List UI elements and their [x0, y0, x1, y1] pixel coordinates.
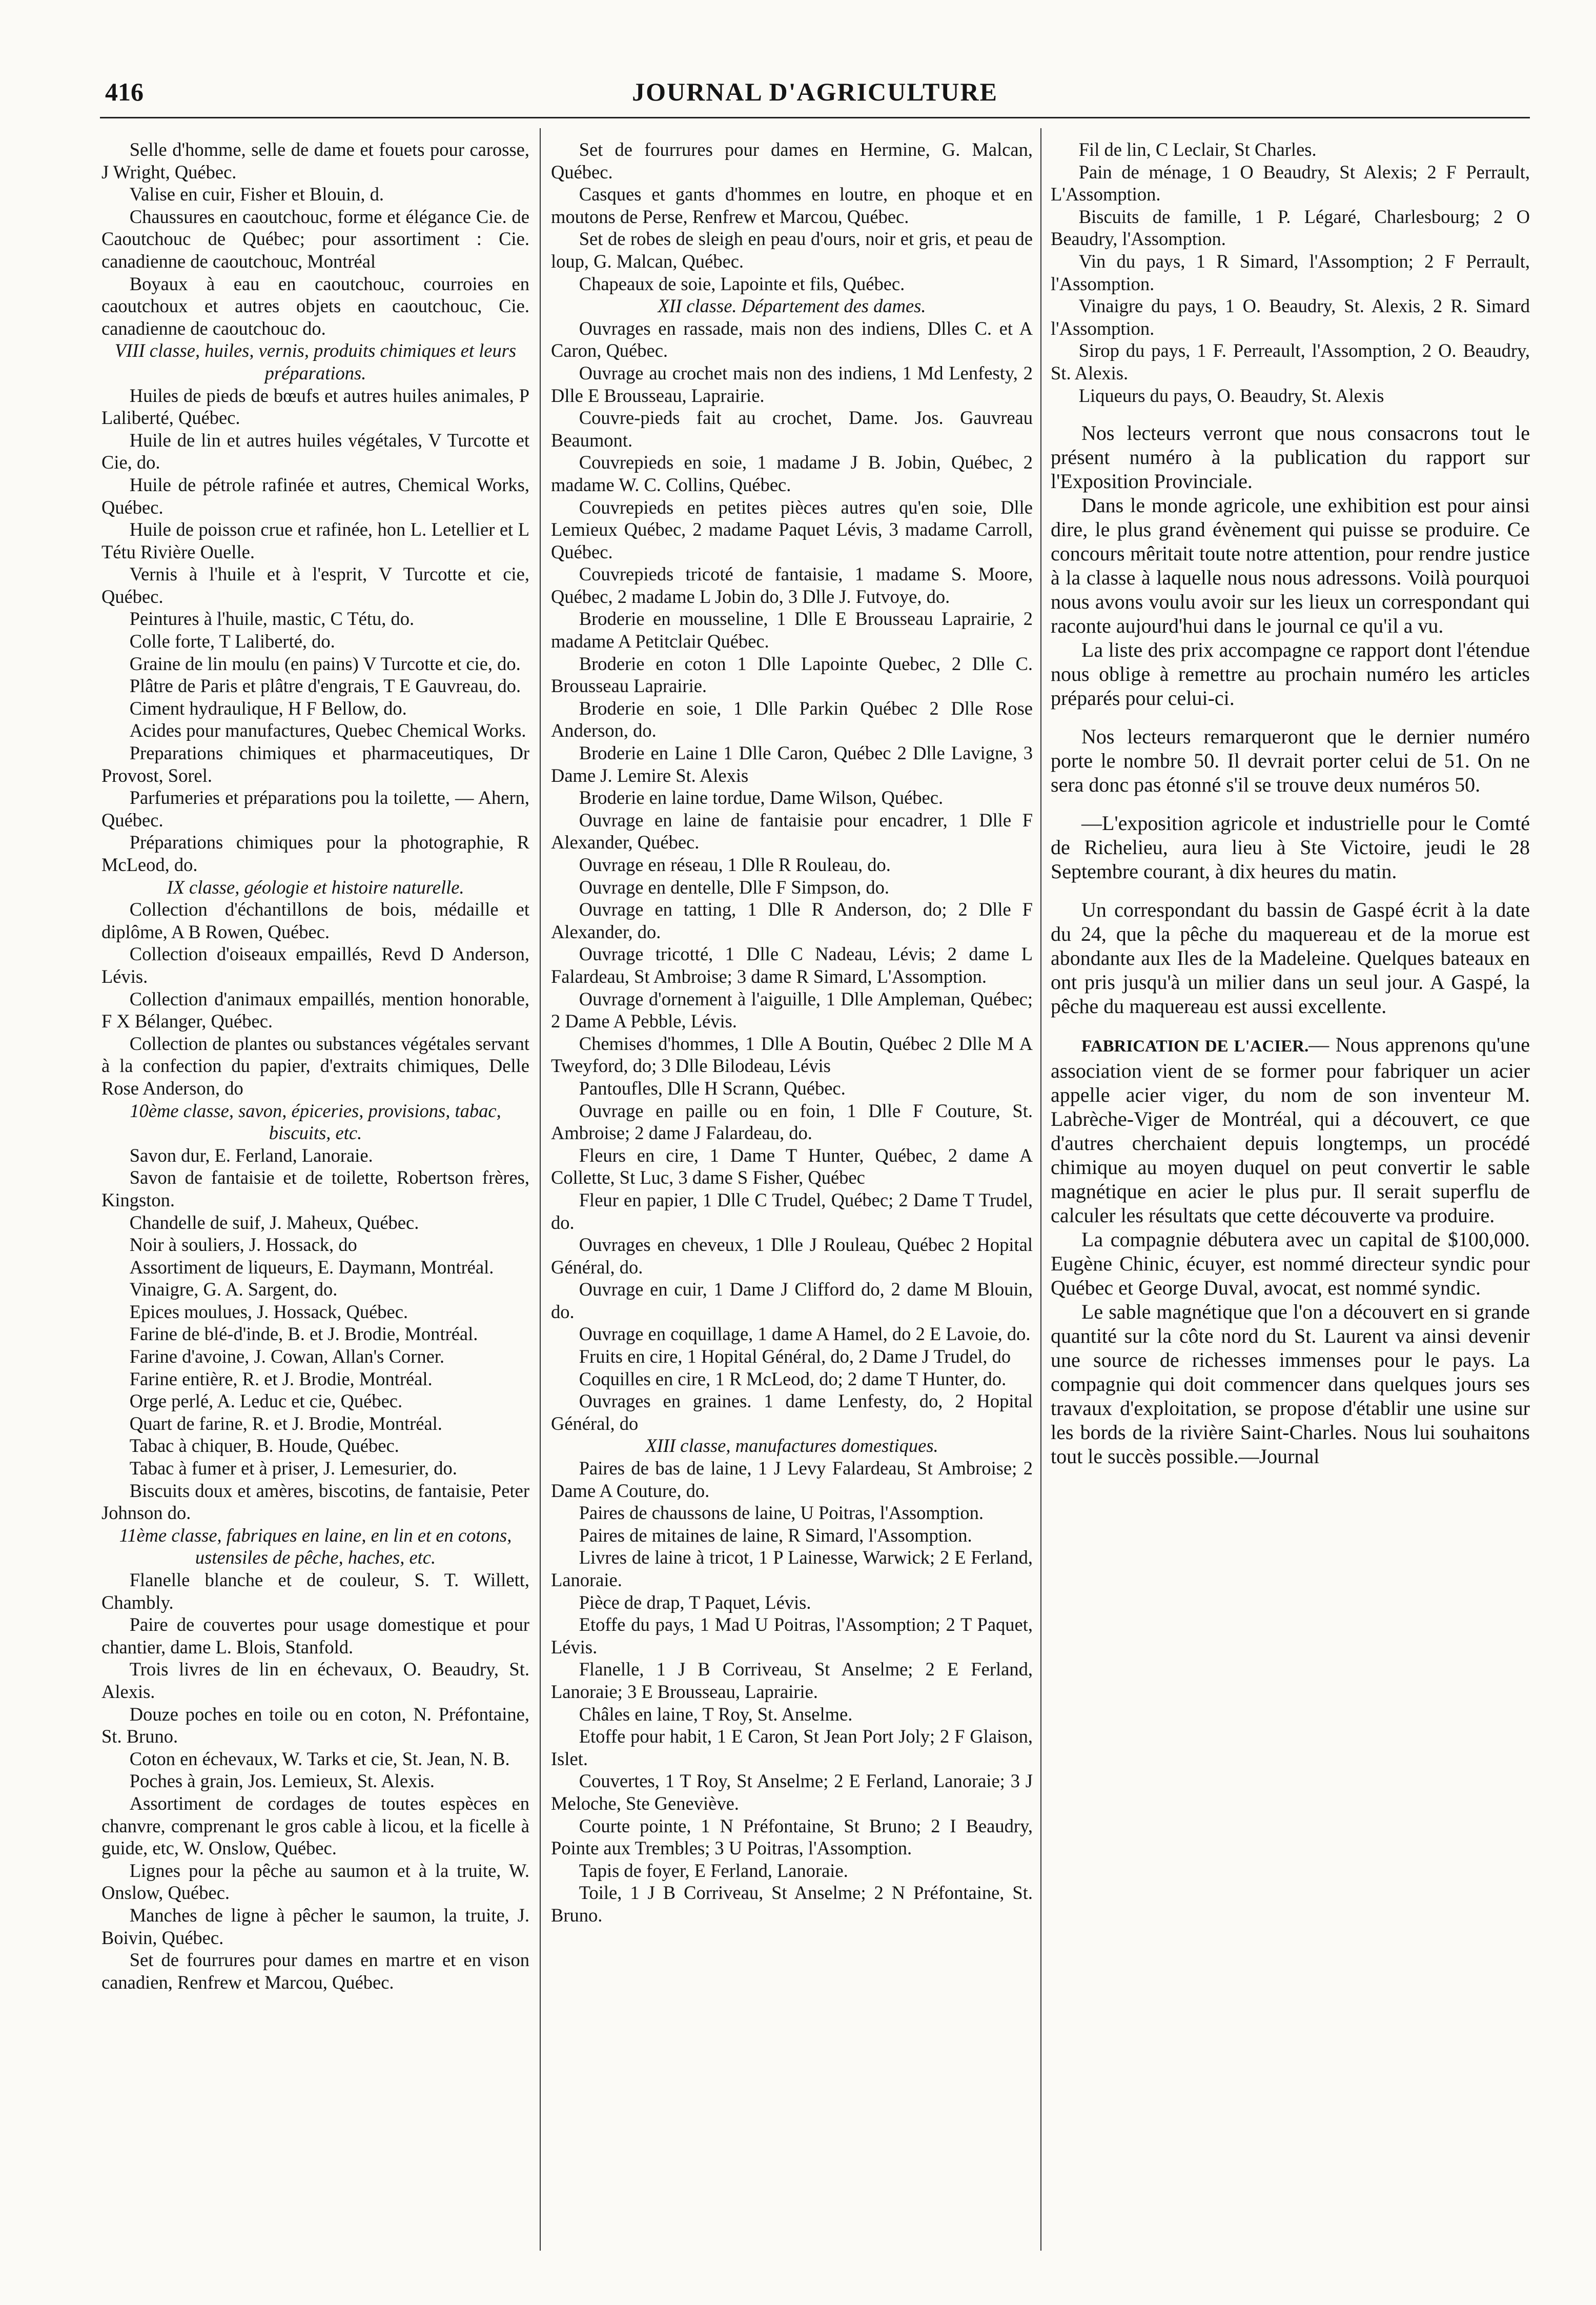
page-number: 416	[105, 77, 144, 106]
entry-text: Sirop du pays, 1 F. Perreault, l'Assomption, 2 O. Beaudry, St. Alexis.	[1051, 340, 1530, 383]
entry-text: Collection de plantes ou substances végétales servant à la confection du papier, d'extraits chimiques, Delle Rose Anderson, do	[101, 1033, 529, 1099]
entry	[1051, 898, 1530, 1018]
entry-text: Selle d'homme, selle de dame et fouets pour carosse, J Wright, Québec.	[101, 139, 529, 183]
entry-text: Peintures à l'huile, mastic, C Tétu, do.	[129, 608, 415, 630]
section-heading	[551, 295, 1033, 317]
column-divider-2	[1040, 128, 1041, 2251]
entry-text: Paires de chaussons de laine, U Poitras, l'Assomption.	[579, 1502, 984, 1524]
entry	[551, 1100, 1033, 1144]
entry	[551, 1613, 1033, 1658]
entry	[101, 697, 529, 720]
entry-text: —L'exposition agricole et industrielle pour le Comté de Richelieu, aura lieu à Ste Victoire, jeudi le 28 Septembre courant, à dix heures du matin.	[1051, 812, 1530, 883]
entry-text: Poches à grain, Jos. Lemieux, St. Alexis.	[129, 1770, 435, 1792]
entry	[1051, 138, 1530, 161]
entry	[101, 1345, 529, 1368]
entry	[101, 786, 529, 831]
entry	[101, 1457, 529, 1480]
entry	[551, 1658, 1033, 1703]
entry	[101, 988, 529, 1033]
running-title: JOURNAL D'AGRICULTURE	[632, 77, 998, 106]
entry	[551, 988, 1033, 1033]
entry-text: Savon de fantaisie et de toilette, Robertson frères, Kingston.	[101, 1167, 529, 1210]
section-heading	[101, 339, 529, 384]
entry-text: Fleur en papier, 1 Dlle C Trudel, Québec; 2 Dame T Trudel, do.	[551, 1189, 1033, 1233]
column-2	[551, 138, 1033, 2261]
entry	[551, 496, 1033, 563]
entry-text: Ouvrage d'ornement à l'aiguille, 1 Dlle Ampleman, Québec; 2 Dame A Pebble, Lévis.	[551, 988, 1033, 1032]
entry	[551, 786, 1033, 809]
section-heading	[101, 1524, 529, 1569]
entry	[101, 138, 529, 183]
entry	[101, 385, 529, 429]
entry	[551, 1368, 1033, 1390]
entry	[1051, 161, 1530, 206]
entry-text: Ouvrages en graines. 1 dame Lenfesty, do, 2 Hopital Général, do	[551, 1390, 1033, 1434]
entry-text: Boyaux à eau en caoutchouc, courroies en caoutchoux et autres objets en caoutchouc, Cie. canadienne de caoutchouc do.	[101, 273, 529, 339]
entry-text: Huile de pétrole rafinée et autres, Chemical Works, Québec.	[101, 474, 529, 518]
entry-text: Ouvrage en paille ou en foin, 1 Dlle F Couture, St. Ambroise; 2 dame J Falardeau, do.	[551, 1100, 1033, 1144]
entry	[101, 183, 529, 206]
entry	[551, 1725, 1033, 1770]
entry	[101, 1033, 529, 1100]
entry-text: Tapis de foyer, E Ferland, Lanoraie.	[579, 1859, 848, 1881]
entry	[101, 1412, 529, 1435]
entry	[1051, 638, 1530, 710]
entry	[551, 228, 1033, 272]
entry	[101, 831, 529, 876]
entry	[551, 1703, 1033, 1726]
entry	[551, 1234, 1033, 1278]
entry-text: Quart de farine, R. et J. Brodie, Montréal.	[129, 1412, 442, 1434]
entry-text: Huile de poisson crue et rafinée, hon L. Letellier et L Tétu Rivière Ouelle.	[101, 519, 529, 562]
entry-text: IX classe, géologie et histoire naturelle.	[167, 876, 464, 898]
entry-text: Tabac à chiquer, B. Houde, Québec.	[129, 1435, 399, 1457]
entry	[101, 474, 529, 518]
entry	[1051, 295, 1530, 339]
entry	[551, 1502, 1033, 1524]
entry-text: Dans le monde agricole, une exhibition est pour ainsi dire, le plus grand évènement qui puisse se produire. Ce concours mêritait toute notre attention, pour rendre justice à la classe à laquelle nous nous adressons. Voilà pourquoi nous avons voulu avoir sur les lieux un correspondant qui raconte aujourd'hui dans le journal ce qu'il a vu.	[1051, 494, 1530, 638]
entry-text: — Nous apprenons qu'une association vient de se former pour fabriquer un acier appelle acier viger, du nom de son inventeur M. Labrèche-Viger de Montréal, qui a découvert, ce que d'autres cherchaient depuis longtemps, un procédé chimique au moyen duquel on peut convertir le sable magnétique en acier le plus pur. Il serait superflu de calculer les résultats que cette découverte va produire.	[1051, 1033, 1530, 1227]
entry	[101, 653, 529, 675]
entry-text: Livres de laine à tricot, 1 P Lainesse, Warwick; 2 E Ferland, Lanoraie.	[551, 1547, 1033, 1590]
entry	[551, 451, 1033, 496]
entry-text: Vernis à l'huile et à l'esprit, V Turcotte et cie, Québec.	[101, 563, 529, 607]
entry-text: Broderie en coton 1 Dlle Lapointe Quebec, 2 Dlle C. Brousseau Laprairie.	[551, 653, 1033, 697]
entry	[551, 1815, 1033, 1859]
entry-text: Pantoufles, Dlle H Scrann, Québec.	[579, 1077, 846, 1099]
entry-text: XIII classe, manufactures domestiques.	[645, 1435, 938, 1457]
entry	[551, 1278, 1033, 1323]
entry-text: Farine de blé-d'inde, B. et J. Brodie, Montréal.	[129, 1323, 478, 1345]
entry	[551, 563, 1033, 608]
entry	[101, 1569, 529, 1613]
entry-text: Collection d'oiseaux empaillés, Revd D Anderson, Lévis.	[101, 943, 529, 987]
entry	[101, 742, 529, 786]
entry	[551, 854, 1033, 876]
entry	[551, 1882, 1033, 1926]
entry-text: Vin du pays, 1 R Simard, l'Assomption; 2 F Perrault, l'Assomption.	[1051, 250, 1530, 294]
entry-text: 10ème classe, savon, épiceries, provisions, tabac, biscuits, etc.	[130, 1100, 501, 1144]
entry-text: La liste des prix accompagne ce rapport dont l'étendue nous oblige à remettre au prochain numéro les articles préparés pour celui-ci.	[1051, 638, 1530, 710]
entry	[101, 518, 529, 563]
entry-text: Vinaigre, G. A. Sargent, do.	[129, 1279, 338, 1300]
entry-text: XII classe. Département des dames.	[658, 295, 926, 317]
entry-text: Lignes pour la pêche au saumon et à la truite, W. Onslow, Québec.	[101, 1859, 529, 1904]
column-3	[1051, 138, 1530, 2261]
entry-text: Farine entière, R. et J. Brodie, Montréal.	[129, 1368, 433, 1389]
entry-text: Epices moulues, J. Hossack, Québec.	[129, 1301, 408, 1322]
entry-text: Collection d'animaux empaillés, mention honorable, F X Bélanger, Québec.	[101, 988, 529, 1032]
entry	[101, 1770, 529, 1792]
entry	[1051, 724, 1530, 797]
entry	[101, 898, 529, 943]
entry-text: Chapeaux de soie, Lapointe et fils, Québec.	[579, 273, 905, 294]
entry	[101, 429, 529, 474]
entry	[551, 697, 1033, 742]
entry	[551, 608, 1033, 652]
entry-text: Liqueurs du pays, O. Beaudry, St. Alexis	[1078, 385, 1384, 406]
entry	[551, 1077, 1033, 1100]
entry	[551, 1345, 1033, 1368]
entry-text: Set de robes de sleigh en peau d'ours, noir et gris, et peau de loup, G. Malcan, Québec.	[551, 228, 1033, 272]
entry-text: Châles en laine, T Roy, St. Anselme.	[579, 1703, 853, 1725]
column-1	[101, 138, 529, 2261]
entry-text: Savon dur, E. Ferland, Lanoraie.	[129, 1144, 373, 1166]
entry-text: Huile de lin et autres huiles végétales, V Turcotte et Cie, do.	[101, 429, 529, 473]
entry-text: Orge perlé, A. Leduc et cie, Québec.	[129, 1390, 403, 1412]
entry-text: Vinaigre du pays, 1 O. Beaudry, St. Alexis, 2 R. Simard l'Assomption.	[1051, 295, 1530, 339]
section-heading	[101, 1100, 529, 1144]
entry	[551, 317, 1033, 362]
entry	[551, 1546, 1033, 1591]
entry	[1051, 1227, 1530, 1300]
entry-text: Broderie en soie, 1 Dlle Parkin Québec 2 Dlle Rose Anderson, do.	[551, 697, 1033, 741]
entry	[551, 1591, 1033, 1614]
entry-text: Colle forte, T Laliberté, do.	[129, 631, 335, 652]
entry-text: Chaussures en caoutchouc, forme et élégance Cie. de Caoutchouc de Québec; pour assortiment : Cie. canadienne de caoutchouc, Montréal	[101, 206, 529, 272]
entry	[551, 876, 1033, 899]
entry	[551, 809, 1033, 854]
entry-text: Coquilles en cire, 1 R McLeod, do; 2 dame T Hunter, do.	[579, 1368, 1007, 1389]
entry-text: Flanelle blanche et de couleur, S. T. Willett, Chambly.	[101, 1569, 529, 1613]
entry	[551, 1323, 1033, 1345]
entry-text: Paires de mitaines de laine, R Simard, l'Assomption.	[579, 1524, 972, 1546]
entry-text: Pain de ménage, 1 O Beaudry, St Alexis; 2 F Perrault, L'Assomption.	[1051, 161, 1530, 205]
entry-text: Ouvrage en dentelle, Dlle F Simpson, do.	[579, 876, 889, 898]
entry-text: Noir à souliers, J. Hossack, do	[129, 1234, 357, 1256]
entry-text: Ouvrage au crochet mais non des indiens, 1 Md Lenfesty, 2 Dlle E Brousseau, Laprairie.	[551, 362, 1033, 406]
section-heading	[551, 1434, 1033, 1457]
entry-text: Couvrepieds en petites pièces autres qu'en soie, Dlle Lemieux Québec, 2 madame Paquet Lévis, 3 madame Carroll, Québec.	[551, 496, 1033, 562]
entry-text: Couvrepieds en soie, 1 madame J B. Jobin, Québec, 2 madame W. C. Collins, Québec.	[551, 452, 1033, 495]
entry	[551, 138, 1033, 183]
entry-text: Fleurs en cire, 1 Dame T Hunter, Québec, 2 dame A Collette, St Luc, 3 dame S Fisher, Québec	[551, 1144, 1033, 1188]
entry	[101, 1434, 529, 1457]
entry-text: Chemises d'hommes, 1 Dlle A Boutin, Québec 2 Dlle M A Tweyford, do; 3 Dlle Bilodeau, Lévis	[551, 1033, 1033, 1077]
entry	[1051, 206, 1530, 250]
entry	[1051, 811, 1530, 883]
entry	[551, 183, 1033, 228]
entry	[101, 1859, 529, 1904]
entry-text: Broderie en laine tordue, Dame Wilson, Québec.	[579, 787, 944, 808]
entry	[101, 1904, 529, 1949]
entry	[551, 407, 1033, 451]
column-divider-1	[540, 128, 541, 2251]
entry-text: Ouvrages en cheveux, 1 Dlle J Rouleau, Québec 2 Hopital Général, do.	[551, 1234, 1033, 1278]
entry-text: Assortiment de liqueurs, E. Daymann, Montréal.	[129, 1256, 494, 1278]
entry	[101, 1703, 529, 1748]
entry	[101, 206, 529, 273]
entry	[1051, 1033, 1530, 1227]
entry-text: Préparations chimiques pour la photographie, R McLeod, do.	[101, 832, 529, 875]
entry-text: Biscuits doux et amères, biscotins, de fantaisie, Peter Johnson do.	[101, 1480, 529, 1524]
entry	[551, 1859, 1033, 1882]
entry-text: Huiles de pieds de bœufs et autres huiles animales, P Laliberté, Québec.	[101, 385, 529, 429]
entry-text: Ciment hydraulique, H F Bellow, do.	[129, 697, 407, 719]
entry-text: Ouvrage en réseau, 1 Dlle R Rouleau, do.	[579, 854, 891, 875]
entry	[551, 1033, 1033, 1077]
entry-text: Biscuits de famille, 1 P. Légaré, Charlesbourg; 2 O Beaudry, l'Assomption.	[1051, 206, 1530, 250]
entry-text: Courte pointe, 1 N Préfontaine, St Bruno; 2 I Beaudry, Pointe aux Trembles; 3 U Poitras, l'Assomption.	[551, 1815, 1033, 1859]
section-heading	[101, 876, 529, 899]
entry-text: Casques et gants d'hommes en loutre, en phoque et en moutons de Perse, Renfrew et Marcou, Québec.	[551, 184, 1033, 227]
entry-text: Paire de couvertes pour usage domestique et pour chantier, dame L. Blois, Stanfold.	[101, 1614, 529, 1657]
entry-text: Collection d'échantillons de bois, médaille et diplôme, A B Rowen, Québec.	[101, 899, 529, 942]
entry-text: Etoffe du pays, 1 Mad U Poitras, l'Assomption; 2 T Paquet, Lévis.	[551, 1614, 1033, 1657]
entry-text: Couvertes, 1 T Roy, St Anselme; 2 E Ferland, Lanoraie; 3 J Meloche, Ste Geneviève.	[551, 1770, 1033, 1814]
article-lead: FABRICATION DE L'ACIER.	[1081, 1037, 1309, 1056]
entry	[101, 1748, 529, 1770]
page-header	[105, 77, 1525, 113]
entry	[101, 1144, 529, 1167]
entry-text: Graine de lin moulu (en pains) V Turcotte et cie, do.	[129, 653, 521, 674]
entry	[1051, 339, 1530, 384]
entry-text: Manches de ligne à pêcher le saumon, la truite, J. Boivin, Québec.	[101, 1904, 529, 1948]
entry	[1051, 250, 1530, 295]
entry	[1051, 421, 1530, 493]
entry-text: 11ème classe, fabriques en laine, en lin et en cotons, ustensiles de pêche, haches, etc.	[119, 1524, 512, 1568]
entry	[101, 1256, 529, 1279]
entry	[101, 719, 529, 742]
entry	[101, 630, 529, 653]
entry-text: Set de fourrures pour dames en martre et en vison canadien, Renfrew et Marcou, Québec.	[101, 1949, 529, 1993]
entry-text: Ouvrage en laine de fantaisie pour encadrer, 1 Dlle F Alexander, Québec.	[551, 809, 1033, 853]
entry	[101, 608, 529, 630]
entry	[551, 1144, 1033, 1189]
entry	[551, 943, 1033, 987]
entry	[1051, 493, 1530, 638]
entry	[551, 898, 1033, 943]
entry-text: Nos lecteurs verront que nous consacrons tout le présent numéro à la publication du rapport sur l'Exposition Provinciale.	[1051, 421, 1530, 493]
entry-text: Toile, 1 J B Corriveau, St Anselme; 2 N Préfontaine, St. Bruno.	[551, 1882, 1033, 1926]
entry-text: Farine d'avoine, J. Cowan, Allan's Corner.	[129, 1346, 445, 1367]
entry-text: Preparations chimiques et pharmaceutiques, Dr Provost, Sorel.	[101, 742, 529, 786]
entry	[101, 1792, 529, 1859]
entry-text: Plâtre de Paris et plâtre d'engrais, T E Gauvreau, do.	[129, 675, 521, 697]
entry-text: VIII classe, huiles, vernis, produits chimiques et leurs préparations.	[114, 340, 517, 383]
entry-text: Ouvrages en rassade, mais non des indiens, Dlles C. et A Caron, Québec.	[551, 317, 1033, 361]
entry	[101, 273, 529, 340]
entry	[101, 1166, 529, 1211]
entry-text: Fruits en cire, 1 Hopital Général, do, 2 Dame J Trudel, do	[579, 1346, 1011, 1367]
entry-text: Etoffe pour habit, 1 E Caron, St Jean Port Joly; 2 F Glaison, Islet.	[551, 1726, 1033, 1769]
entry	[551, 362, 1033, 407]
entry-text: Assortiment de cordages de toutes espèces en chanvre, comprenant le gros cable à licou, et la ficelle à guide, etc, W. Onslow, Québec.	[101, 1792, 529, 1859]
entry	[101, 1613, 529, 1658]
entry	[1051, 1300, 1530, 1468]
entry	[101, 1211, 529, 1234]
entry-text: Ouvrage tricotté, 1 Dlle C Nadeau, Lévis; 2 dame L Falardeau, St Ambroise; 3 dame R Simard, L'Assomption.	[551, 943, 1033, 987]
entry	[551, 1390, 1033, 1434]
entry-text: Coton en échevaux, W. Tarks et cie, St. Jean, N. B.	[129, 1748, 510, 1769]
entry	[101, 563, 529, 608]
entry	[101, 943, 529, 987]
entry	[101, 1301, 529, 1323]
entry-text: Fil de lin, C Leclair, St Charles.	[1078, 139, 1317, 160]
entry	[551, 1189, 1033, 1234]
entry	[551, 1770, 1033, 1814]
entry-text: Pièce de drap, T Paquet, Lévis.	[579, 1591, 811, 1613]
entry-text: Nos lecteurs remarqueront que le dernier numéro porte le nombre 50. Il devrait porter celui de 51. On ne sera donc pas étonné s'il se trouve deux numéros 50.	[1051, 725, 1530, 797]
entry	[101, 1278, 529, 1301]
entry-text: Un correspondant du bassin de Gaspé écrit à la date du 24, que la pêche du maquereau et de la morue est abondante aux Iles de la Madeleine. Quelques bateaux en ont pris jusqu'à un milier dans un seul jour. A Gaspé, la pêche du maquereau est aussi excellente.	[1051, 898, 1530, 1018]
entry	[101, 1390, 529, 1412]
entry	[101, 1323, 529, 1345]
entry	[101, 1368, 529, 1390]
entry-text: Couvre-pieds fait au crochet, Dame. Jos. Gauvreau Beaumont.	[551, 407, 1033, 451]
entry-text: Paires de bas de laine, 1 J Levy Falardeau, St Ambroise; 2 Dame A Couture, do.	[551, 1458, 1033, 1501]
entry	[101, 1658, 529, 1703]
entry-text: Ouvrage en coquillage, 1 dame A Hamel, do 2 E Lavoie, do.	[579, 1323, 1031, 1345]
entry	[551, 742, 1033, 786]
entry	[551, 273, 1033, 295]
entry-text: Chandelle de suif, J. Maheux, Québec.	[129, 1211, 419, 1233]
entry	[551, 1524, 1033, 1547]
entry-text: Parfumeries et préparations pou la toilette, — Ahern, Québec.	[101, 787, 529, 831]
entry	[101, 1949, 529, 1993]
entry-text: Broderie en mousseline, 1 Dlle E Brousseau Laprairie, 2 madame A Petitclair Québec.	[551, 608, 1033, 652]
entry-text: Tabac à fumer et à priser, J. Lemesurier, do.	[129, 1458, 457, 1479]
entry-text: Acides pour manufactures, Quebec Chemical Works.	[129, 720, 526, 741]
entry-text: Broderie en Laine 1 Dlle Caron, Québec 2 Dlle Lavigne, 3 Dame J. Lemire St. Alexis	[551, 742, 1033, 786]
entry	[101, 675, 529, 697]
entry	[551, 1457, 1033, 1502]
entry-text: Flanelle, 1 J B Corriveau, St Anselme; 2 E Ferland, Lanoraie; 3 E Brousseau, Laprairie.	[551, 1659, 1033, 1702]
entry-text: Le sable magnétique que l'on a découvert en si grande quantité sur la côte nord du St. Laurent va ainsi devenir une source de richesses immenses pour le pays. La compagnie qui doit commencer dans quelques jours ses travaux d'exploitation, se propose d'établir une usine sur les bords de la rivière Saint-Charles. Nous lui souhaitons tout le succès possible.—Journal	[1051, 1300, 1530, 1468]
entry-text: Set de fourrures pour dames en Hermine, G. Malcan, Québec.	[551, 139, 1033, 183]
entry	[551, 653, 1033, 697]
entry-text: Couvrepieds tricoté de fantaisie, 1 madame S. Moore, Québec, 2 madame L Jobin do, 3 Dlle J. Futvoye, do.	[551, 563, 1033, 607]
header-rule	[100, 117, 1530, 118]
entry	[101, 1234, 529, 1256]
entry-text: La compagnie débutera avec un capital de $100,000. Eugène Chinic, écuyer, est nommé directeur syndic pour Québec et George Duval, avocat, est nommé syndic.	[1051, 1228, 1530, 1300]
entry-text: Ouvrage en cuir, 1 Dame J Clifford do, 2 dame M Blouin, do.	[551, 1279, 1033, 1322]
entry-text: Douze poches en toile ou en coton, N. Préfontaine, St. Bruno.	[101, 1703, 529, 1747]
entry	[101, 1480, 529, 1524]
entry	[1051, 385, 1530, 407]
entry-text: Valise en cuir, Fisher et Blouin, d.	[129, 184, 384, 205]
entry-text: Ouvrage en tatting, 1 Dlle R Anderson, do; 2 Dlle F Alexander, do.	[551, 899, 1033, 942]
entry-text: Trois livres de lin en échevaux, O. Beaudry, St. Alexis.	[101, 1659, 529, 1702]
